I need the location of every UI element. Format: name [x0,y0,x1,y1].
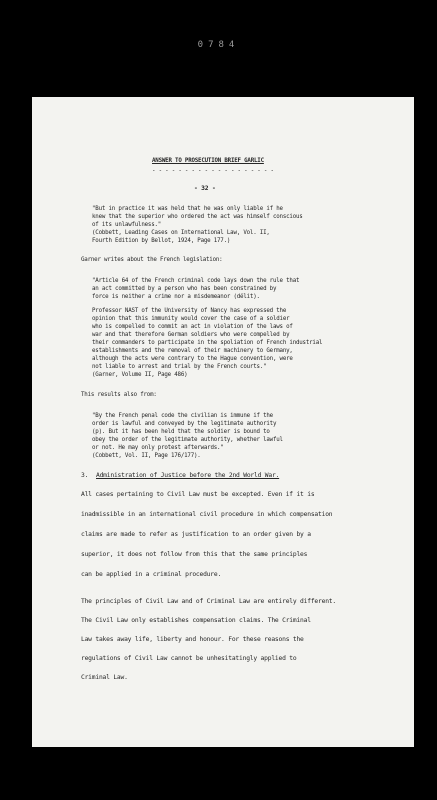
quote-line: although the acts were contrary to the Hague convention, were [92,356,293,362]
document-page [32,97,414,747]
quote-line: (p). But it has been held that the soldier is bound to [92,429,270,435]
document-header: ANSWER TO PROSECUTION BRIEF GARLIC [152,158,264,164]
quote-line: an act committed by a person who has been constrained by [92,286,277,292]
paragraph-line: can be applied in a criminal procedure. [81,571,222,578]
quote-line: opinion that this immunity would cover the case of a soldier [92,316,290,322]
section-title: Administration of Justice before the 2nd World War. [96,472,280,479]
quote-line: order is lawful and conveyed by the legitimate authority [92,421,277,427]
quote-line: "But in practice it was held that he was only liable if he [92,206,283,212]
quote-line: force is neither a crime nor a misdemeanor (délit). [92,294,260,300]
quote-line: (Garner, Volume II, Page 486) [92,372,188,378]
quote-line: their commanders to participate in the spoliation of French industrial [92,340,323,346]
paragraph-line: Law takes away life, liberty and honour. For these reasons the [81,636,304,643]
quote-line: establishments and the removal of their machinery to Germany, [92,348,293,354]
paragraph-line: superior, it does not follow from this that the same principles [81,551,308,558]
quote-line: (Cobbett, Leading Cases on International Law, Vol. II, [92,230,270,236]
paragraph-line: Criminal Law. [81,674,128,681]
paragraph-line: regulations of Civil Law cannot be unhesitatingly applied to [81,655,297,662]
quote-line: or not. He may only protest afterwards." [92,445,224,451]
paragraph-line: inadmissible in an international civil procedure in which compensation [81,511,333,518]
quote-line: not liable to arrest and trial by the French courts." [92,364,267,370]
section-number: 3. [81,472,89,479]
quote-line: who is compelled to commit an act in violation of the laws of [92,324,293,330]
quote-line: obey the order of the legitimate authority, whether lawful [92,437,283,443]
paragraph-line: claims are made to refer as justification to an order given by a [81,531,311,538]
quote-line: knew that the superior who ordered the act was himself conscious [92,214,303,220]
quote-line: of its unlawfulness." [92,222,162,228]
paragraph-line: All cases pertaining to Civil Law must be excepted. Even if it is [81,491,315,498]
garner-intro: Garner writes about the French legislation: [81,257,223,263]
paragraph-line: The principles of Civil Law and of Criminal Law are entirely different. [81,598,336,605]
quote-line: "Article 64 of the French criminal code lays down the rule that [92,278,300,284]
results-intro: This results also from: [81,392,157,398]
page-number: - 32 - [194,185,216,192]
quote-line: (Cobbett, Vol. II, Page 176/177). [92,453,201,459]
microfilm-frame-number: 0784 [197,40,240,50]
quote-line: war and that therefore German soldiers who were compelled by [92,332,290,338]
quote-line: Professor NAST of the University of Nancy has expressed the [92,308,287,314]
quote-line: "By the French penal code the civilian is immune if the [92,413,273,419]
header-rule: - - - - - - - - - - - - - - - - - - - [152,168,274,174]
paragraph-line: The Civil Law only establishes compensation claims. The Criminal [81,617,311,624]
quote-line: Fourth Edition by Bellot, 1924, Page 177.) [92,238,231,244]
